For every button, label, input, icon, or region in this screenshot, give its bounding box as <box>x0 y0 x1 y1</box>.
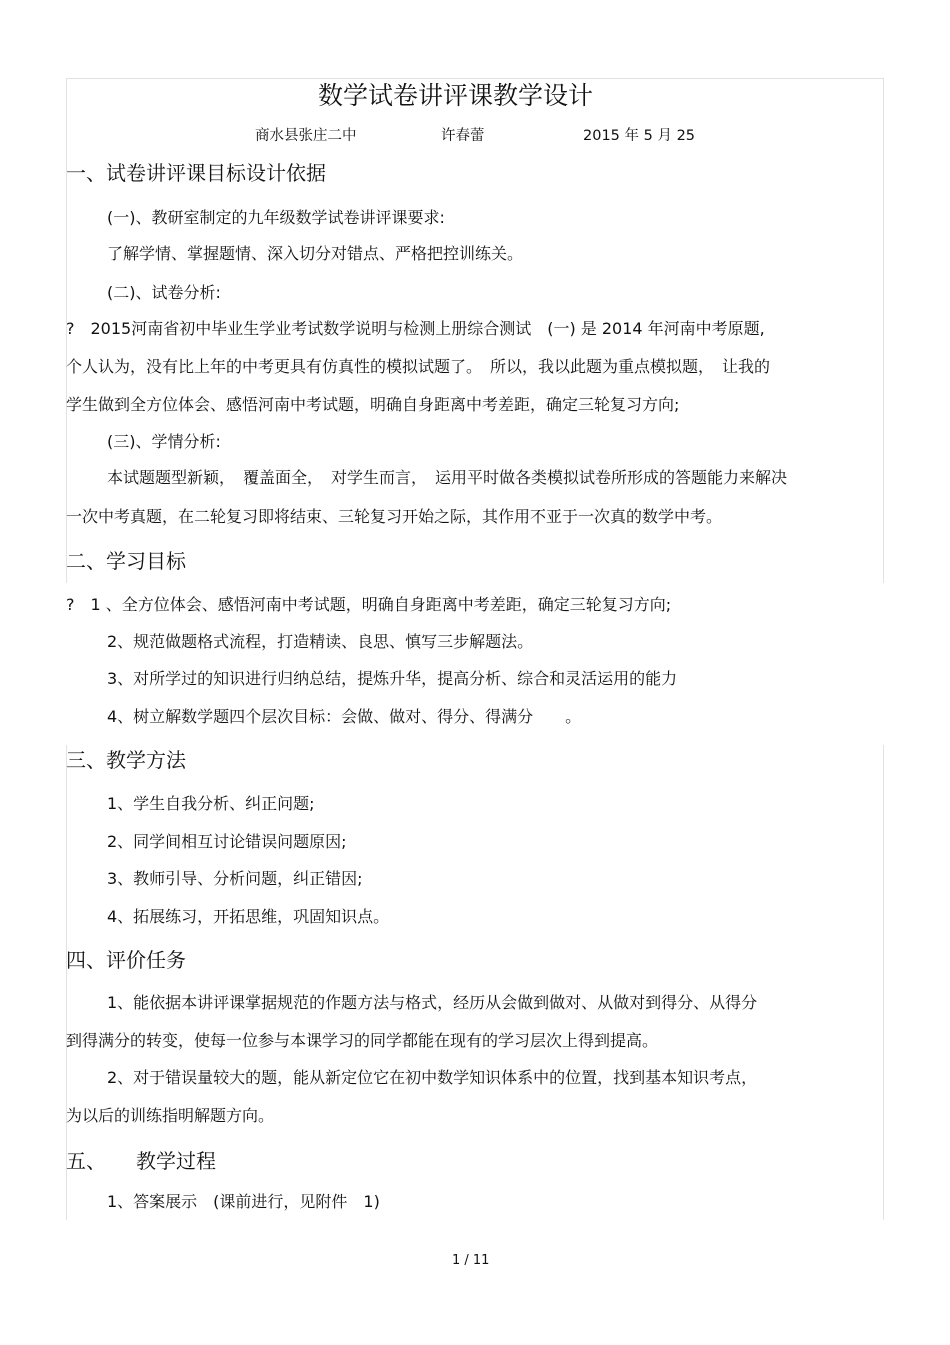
page-title: 数学试卷讲评课教学设计 <box>318 81 594 110</box>
subsection-2-title: (二)、试卷分析: <box>107 283 221 302</box>
analysis-line-2: 个人认为，没有比上年的中考更具有仿真性的模拟试题了。 所以，我以此题为重点模拟题， 让我的 <box>66 357 771 376</box>
table-top-rule <box>66 78 884 79</box>
subsection-1-title: (一)、教研室制定的九年级数学试卷讲评课要求: <box>107 208 445 227</box>
subsection-1-text: 了解学情、掌握题情、深入切分对错点、严格把控训练关。 <box>107 244 524 263</box>
goal-item-2: 2、规范做题格式流程，打造精读、良思、慎写三步解题法。 <box>107 632 534 651</box>
analysis-line-3: 学生做到全方位体会、感悟河南中考试题，明确自身距离中考差距，确定三轮复习方向; <box>66 395 680 414</box>
evaluation-line-1: 1、能依据本讲评课掌据规范的作题方法与格式，经历从会做到做对、从做对到得分、从得分 <box>107 993 758 1012</box>
table-right-rule-2 <box>883 745 884 1220</box>
learning-analysis-line-1: 本试题题型新颖， 覆盖面全， 对学生而言， 运用平时做各类模拟试卷所形成的答题能力来解决 <box>107 468 788 487</box>
method-item-2: 2、同学间相互讨论错误问题原因; <box>107 832 347 851</box>
method-item-1: 1、学生自我分析、纠正问题; <box>107 794 315 813</box>
evaluation-line-4: 为以后的训练指明解题方向。 <box>66 1106 275 1125</box>
section-1-heading: 一、试卷讲评课目标设计依据 <box>66 161 326 185</box>
goal-item-3: 3、对所学过的知识进行归纳总结，提炼升华，提高分析、综合和灵活运用的能力 <box>107 669 678 688</box>
process-item-1: 1、答案展示 (课前进行，见附件 1) <box>107 1192 380 1211</box>
method-item-3: 3、教师引导、分析问题，纠正错因; <box>107 869 363 888</box>
document-date: 2015 年 5 月 25 <box>583 128 696 144</box>
analysis-line-1: ? 2015河南省初中毕业生学业考试数学说明与检测上册综合测试 (一) 是 2014 年河南中考原题, <box>66 319 765 338</box>
evaluation-line-2: 到得满分的转变，使每一位参与本课学习的同学都能在现有的学习层次上得到提高。 <box>66 1031 659 1050</box>
section-2-heading: 二、学习目标 <box>66 549 186 573</box>
author-name: 许春蕾 <box>441 128 485 144</box>
table-right-rule-1 <box>883 78 884 583</box>
page-number: 1 / 11 <box>452 1253 490 1268</box>
section-4-heading: 四、评价任务 <box>66 948 186 972</box>
learning-analysis-line-2: 一次中考真题，在二轮复习即将结束、三轮复习开始之际，其作用不亚于一次真的数学中考。 <box>66 507 723 526</box>
evaluation-line-3: 2、对于错误量较大的题，能从新定位它在初中数学知识体系中的位置，找到基本知识考点， <box>107 1068 758 1087</box>
section-5-heading: 五、 教学过程 <box>66 1149 216 1173</box>
school-name: 商水县张庄二中 <box>255 128 357 144</box>
goal-item-4: 4、树立解数学题四个层次目标：会做、做对、得分、得满分 。 <box>107 707 582 726</box>
section-3-heading: 三、教学方法 <box>66 748 186 772</box>
subsection-3-title: (三)、学情分析: <box>107 432 221 451</box>
method-item-4: 4、拓展练习，开拓思维，巩固知识点。 <box>107 907 390 926</box>
goal-item-1: ? 1 、全方位体会、感悟河南中考试题，明确自身距离中考差距，确定三轮复习方向; <box>66 595 672 614</box>
